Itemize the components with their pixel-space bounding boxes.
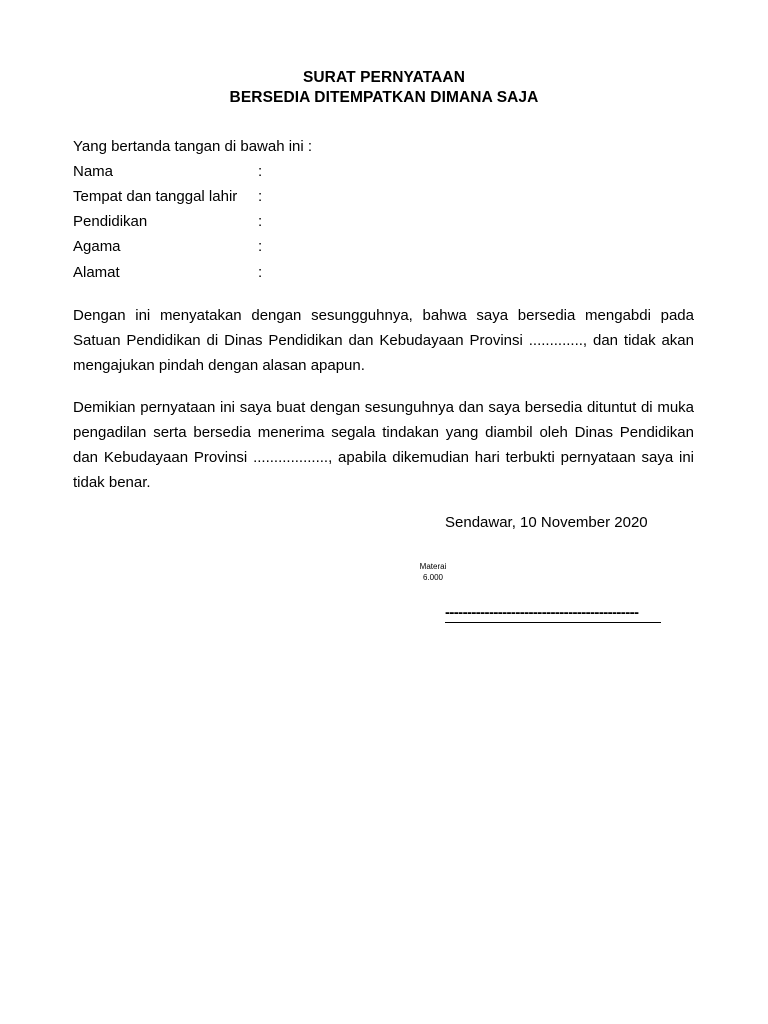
field-label-pendidikan: Pendidikan	[73, 213, 148, 230]
materai-label: Materai	[419, 562, 447, 571]
field-label-nama: Nama	[73, 163, 114, 180]
document-subtitle: BERSEDIA DITEMPATKAN DIMANA SAJA	[229, 89, 539, 106]
materai-stamp-placeholder	[395, 561, 471, 583]
intro-text: Yang bertanda tangan di bawah ini :	[73, 138, 313, 155]
field-colon-pendidikan: :	[258, 213, 263, 230]
signature-line: --------------------------------------------	[445, 605, 661, 623]
field-colon-tempat-tanggal-lahir: :	[258, 188, 263, 205]
place-date: Sendawar, 10 November 2020	[445, 514, 648, 531]
field-colon-agama: :	[258, 238, 263, 255]
field-colon-alamat: :	[258, 264, 263, 281]
materai-value: 6.000	[422, 573, 444, 582]
document-title: SURAT PERNYATAAN	[302, 69, 466, 86]
field-label-tempat-tanggal-lahir: Tempat dan tanggal lahir	[73, 188, 238, 205]
field-label-agama: Agama	[73, 238, 121, 255]
statement-paragraph: Dengan ini menyatakan dengan sesungguhnya, bahwa saya bersedia mengabdi pada Satuan Pendidikan di Dinas Pendidikan dan Kebudayaan Provinsi ............., dan tidak akan mengajukan pindah dengan alasan apapun.	[73, 307, 694, 374]
closing-paragraph: Demikian pernyataan ini saya buat dengan sesunguhnya dan saya bersedia dituntut di muka pengadilan serta bersedia menerima segala tindakan yang diambil oleh Dinas Pendidikan dan Kebudayaan Provinsi .................., apabila dikemudian hari terbukti pernyataan saya ini tidak benar.	[73, 399, 694, 491]
field-label-alamat: Alamat	[73, 264, 120, 281]
field-colon-nama: :	[258, 163, 263, 180]
